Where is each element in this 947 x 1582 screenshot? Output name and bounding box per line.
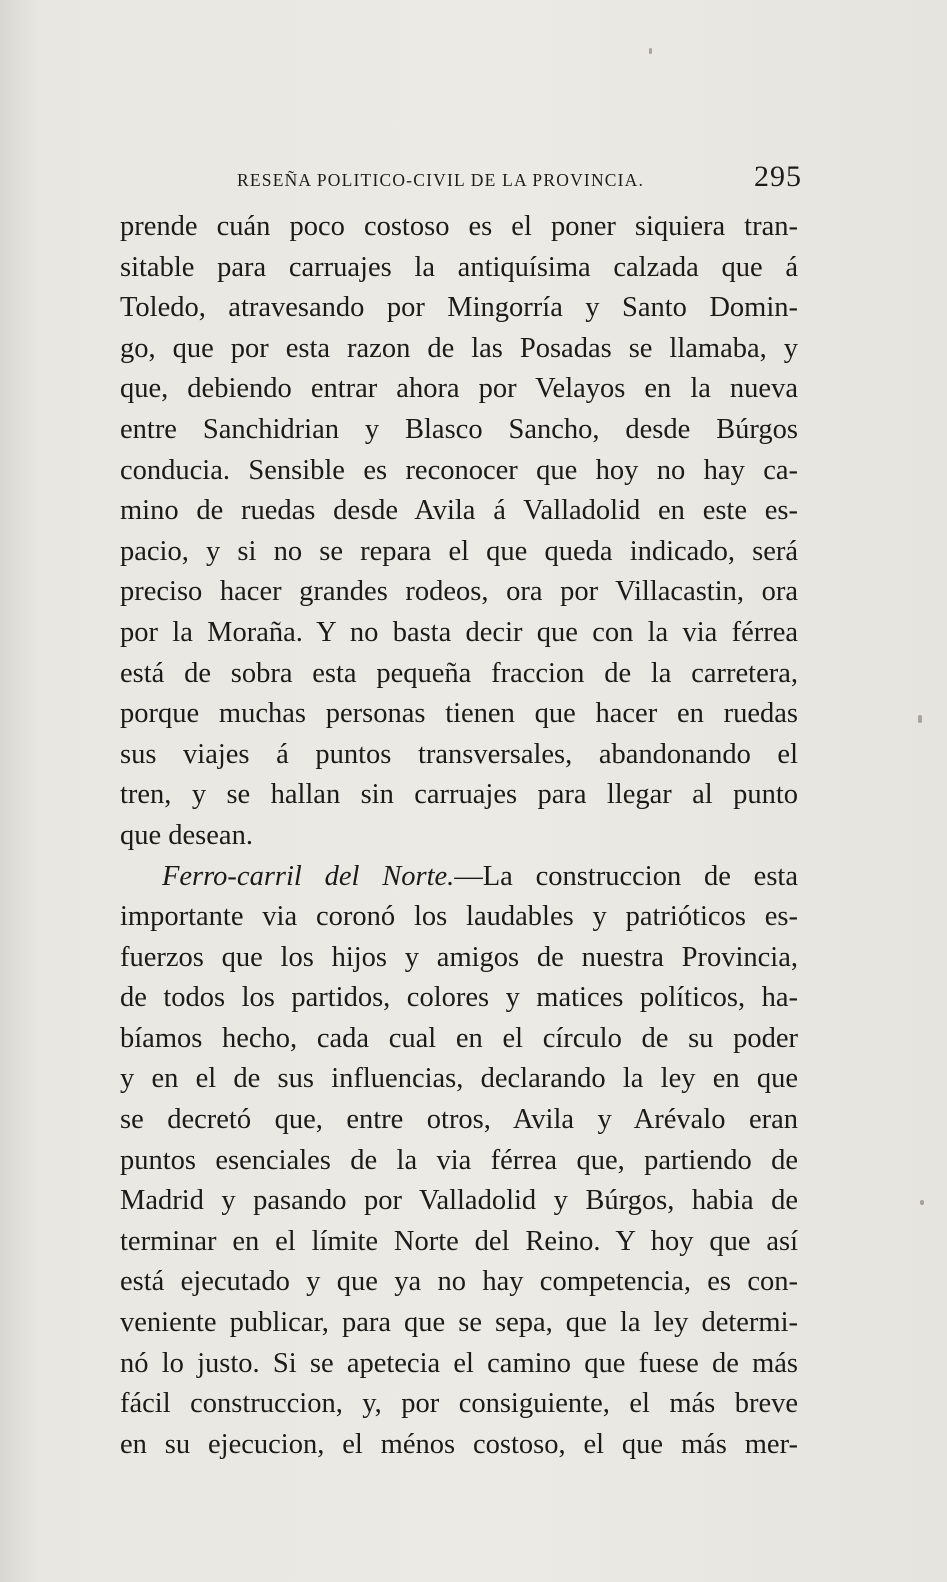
text-line: fácil construccion, y, por consiguiente, el más breve [120,1388,798,1420]
paper-speck [649,48,652,54]
text-line: entre Sanchidrian y Blasco Sancho, desde Búrgos [120,413,798,445]
text-line: y en el de sus influencias, declarando la ley en que [120,1063,798,1095]
text-line: sitable para carruajes la antiquísima calzada que á [120,251,798,283]
section-heading: Ferro-carril del Norte. [162,860,455,892]
text-line: tren, y se hallan sin carruajes para llegar al punto [120,779,798,811]
text-line: Madrid y pasando por Valladolid y Búrgos, habia de [120,1185,798,1217]
text-line: terminar en el límite Norte del Reino. Y hoy que así [120,1225,798,1257]
text-line: go, que por esta razon de las Posadas se llamaba, y [120,332,798,364]
text-line: prende cuán poco costoso es el poner siquiera tran- [120,211,798,242]
text-line: por la Moraña. Y no basta decir que con la via férrea [120,616,798,648]
running-title: RESEÑA POLITICO-CIVIL DE LA PROVINCIA. [237,170,645,190]
text-line: porque muchas personas tienen que hacer en ruedas [120,698,798,730]
text-line: veniente publicar, para que se sepa, que la ley determi- [120,1307,798,1339]
page-number: 295 [754,160,802,193]
text-line: bíamos hecho, cada cual en el círculo de su poder [120,1022,798,1054]
text-line: puntos esenciales de la via férrea que, partiendo de [120,1144,798,1176]
running-head [237,160,802,196]
text-line: mino de ruedas desde Avila á Valladolid en este es- [120,495,798,527]
text-line: conducia. Sensible es reconocer que hoy no hay ca- [120,454,798,486]
text-line: está ejecutado y que ya no hay competencia, es con- [120,1266,798,1298]
section-first-line-text: —La construccion de esta [454,860,798,892]
text-line: pacio, y si no se repara el que queda indicado, será [120,535,798,567]
text-line-last: que desean. [120,819,253,851]
text-line: que, debiendo entrar ahora por Velayos en la nueva [120,373,798,405]
paper-speck [918,715,922,723]
text-line: preciso hacer grandes rodeos, ora por Villacastin, ora [120,576,798,608]
body-text [120,207,798,1465]
text-line: nó lo justo. Si se apetecia el camino que fuese de más [120,1347,798,1379]
text-line: se decretó que, entre otros, Avila y Arévalo eran [120,1104,798,1136]
text-line: está de sobra esta pequeña fraccion de la carretera, [120,657,798,689]
paper-speck [920,1200,924,1205]
text-line: importante via coronó los laudables y patrióticos es- [120,901,798,933]
text-line: en su ejecucion, el ménos costoso, el que más mer- [120,1428,798,1460]
text-line: de todos los partidos, colores y matices políticos, ha- [120,982,798,1014]
text-line: fuerzos que los hijos y amigos de nuestra Provincia, [120,941,798,973]
text-line: Toledo, atravesando por Mingorría y Santo Domin- [120,292,798,324]
section-first-line [120,857,798,898]
text-line: sus viajes á puntos transversales, abandonando el [120,738,798,770]
